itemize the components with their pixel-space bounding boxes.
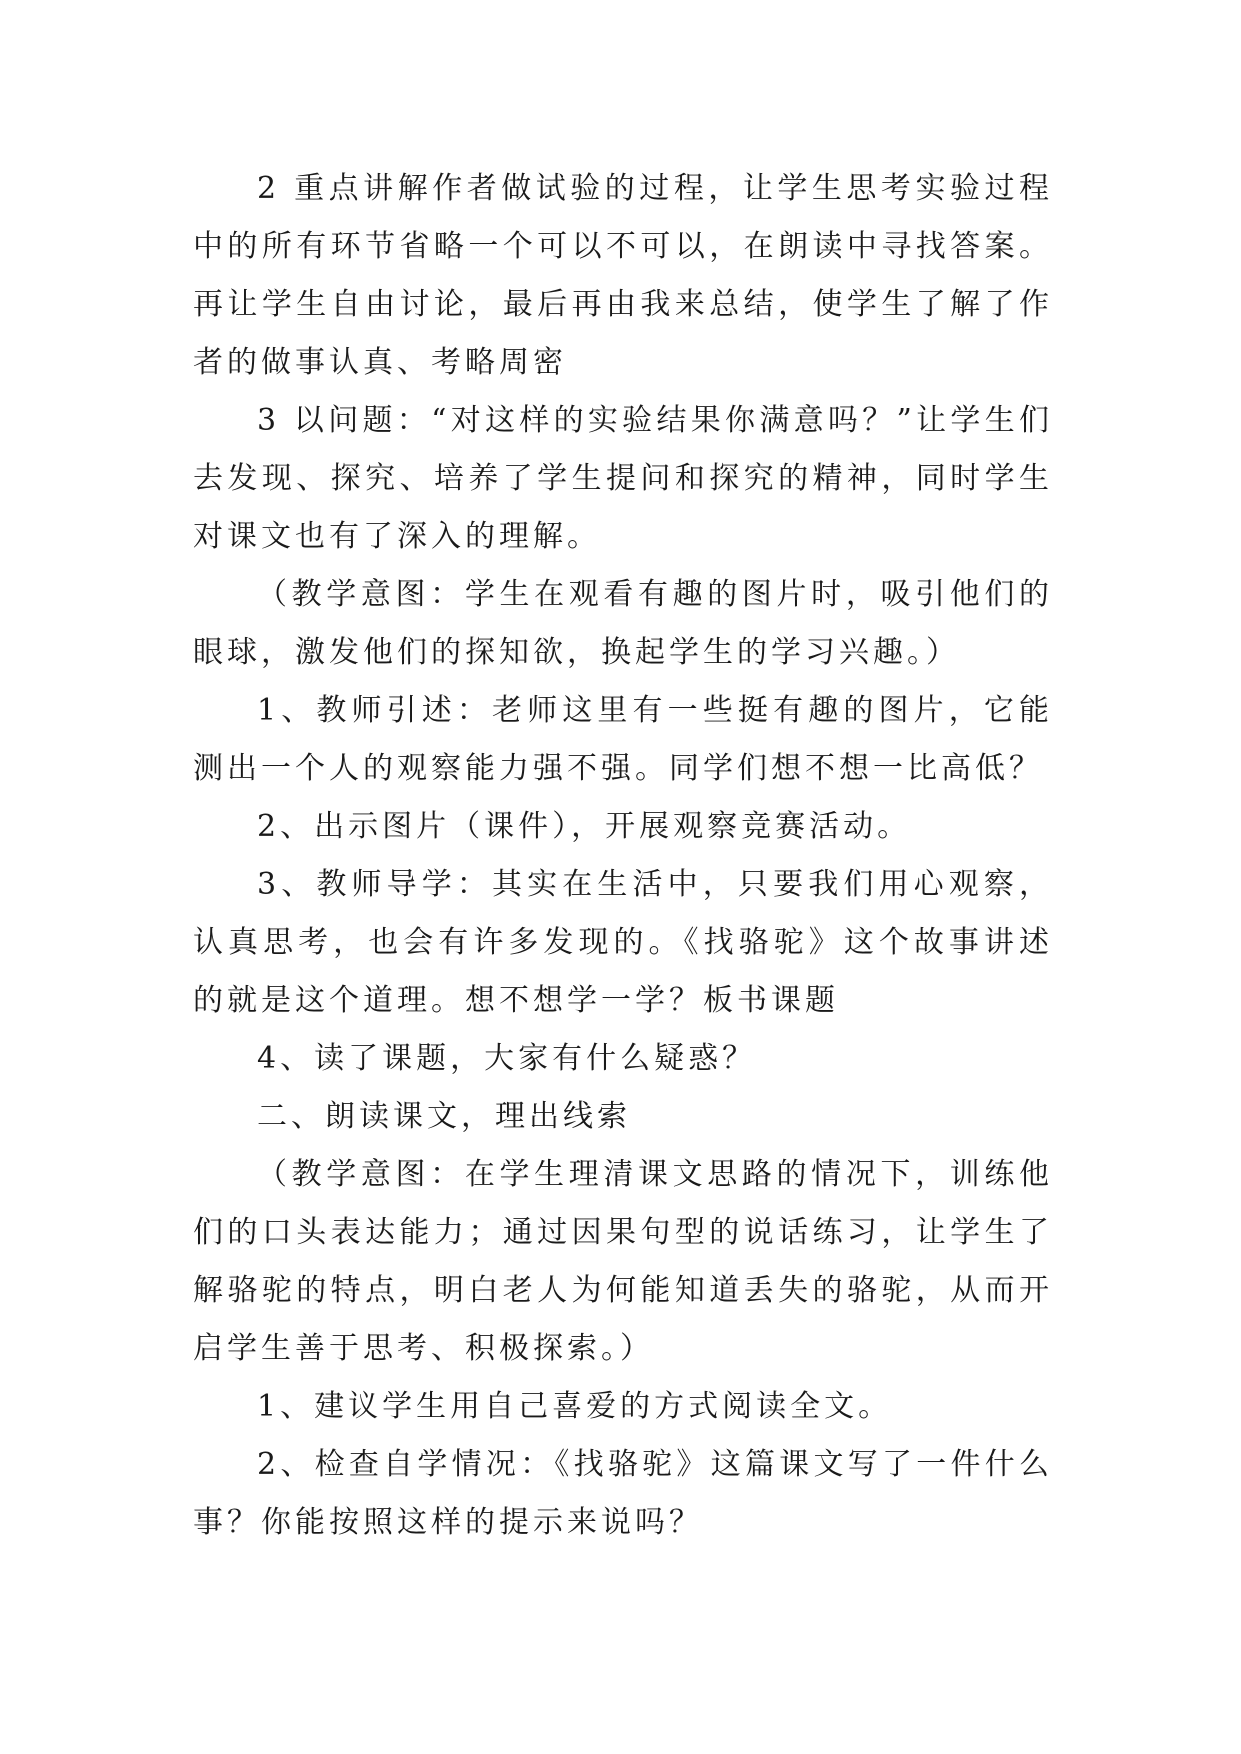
section-heading-read-text: 二、朗读课文，理出线索	[257, 1099, 631, 1134]
paragraph-read-title: 4、读了课题，大家有什么疑惑？	[257, 1041, 757, 1076]
paragraph-check-self-study: 2、检查自学情况：《找骆驼》这篇课文写了一件什么事？你能按照这样的提示来说吗？	[193, 1447, 1053, 1540]
paragraph-teaching-intent-1: （教学意图：学生在观看有趣的图片时，吸引他们的眼球，激发他们的探知欲，换起学生的学习兴趣。）	[193, 577, 1053, 670]
paragraph-teacher-intro: 1、教师引述：老师这里有一些挺有趣的图片，它能测出一个人的观察能力强不强。同学们想不想一比高低？	[193, 693, 1053, 786]
paragraph-question-satisfaction: 3 以问题：“对这样的实验结果你满意吗？”让学生们去发现、探究、培养了学生提问和探究的精神，同时学生对课文也有了深入的理解。	[193, 403, 1053, 554]
paragraph-show-pictures: 2、出示图片（课件），开展观察竞赛活动。	[257, 809, 912, 844]
document-body	[193, 160, 1053, 1552]
paragraph-teacher-guide: 3、教师导学：其实在生活中，只要我们用心观察，认真思考，也会有许多发现的。《找骆驼》这个故事讲述的就是这个道理。想不想学一学？板书课题	[193, 867, 1053, 1018]
paragraph-teaching-intent-2: （教学意图：在学生理清课文思路的情况下，训练他们的口头表达能力；通过因果句型的说话练习，让学生了解骆驼的特点，明白老人为何能知道丢失的骆驼，从而开启学生善于思考、积极探索。）	[193, 1157, 1053, 1366]
paragraph-suggest-reading: 1、建议学生用自己喜爱的方式阅读全文。	[257, 1389, 893, 1424]
paragraph-experiment-process: 2 重点讲解作者做试验的过程，让学生思考实验过程中的所有环节省略一个可以不可以，在朗读中寻找答案。再让学生自由讨论，最后再由我来总结，使学生了解了作者的做事认真、考略周密	[193, 171, 1053, 380]
